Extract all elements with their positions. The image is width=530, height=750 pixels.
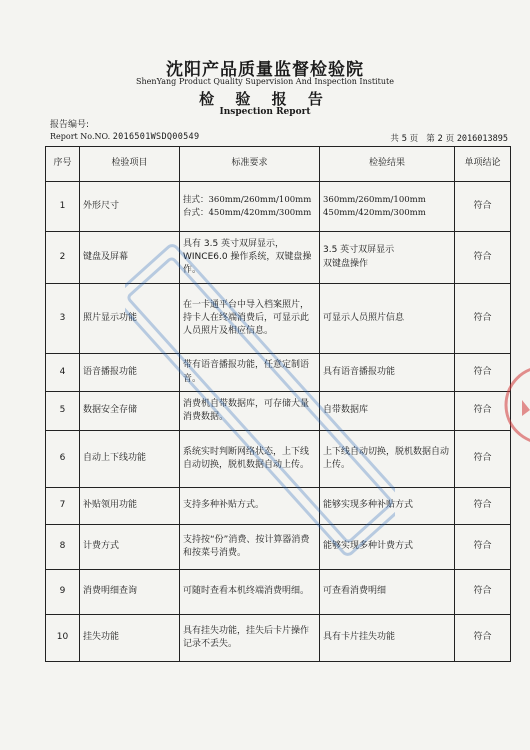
header-result: 检验结果 [320, 147, 455, 182]
report-number-prefix: Report No.NO. [50, 132, 111, 141]
table-row [46, 232, 511, 284]
side-seal-stamp [504, 360, 530, 450]
page-current: 第 2 页 [426, 134, 455, 144]
row-result: 可显示人员照片信息 [320, 284, 455, 354]
row-result: 3.5 英寸双屏显示 双键盘操作 [320, 232, 455, 284]
report-number [50, 132, 199, 142]
table-header-row [46, 147, 511, 182]
row-verdict: 符合 [455, 525, 511, 570]
row-no: 2 [46, 232, 80, 284]
row-verdict: 符合 [455, 488, 511, 525]
table-row [46, 570, 511, 615]
row-requirement: 消费机自带数据库，可存储大量消费数据。 [180, 392, 320, 431]
row-requirement: 带有语音播报功能，任意定制语音。 [180, 354, 320, 392]
table-row [46, 615, 511, 662]
row-result: 能够实现多种计费方式 [320, 525, 455, 570]
row-no: 7 [46, 488, 80, 525]
report-title-cn: 检 验 报 告 [199, 90, 331, 108]
row-result: 上下线自动切换，脱机数据自动上传。 [320, 431, 455, 488]
row-item: 外形尺寸 [80, 182, 180, 232]
row-item: 自动上下线功能 [80, 431, 180, 488]
table-row [46, 182, 511, 232]
row-item: 语音播报功能 [80, 354, 180, 392]
row-requirement: 支持多种补贴方式。 [180, 488, 320, 525]
row-no: 3 [46, 284, 80, 354]
row-verdict: 符合 [455, 392, 511, 431]
header-no: 序号 [46, 147, 80, 182]
row-item: 照片显示功能 [80, 284, 180, 354]
table-row [46, 392, 511, 431]
row-requirement: 支持按“份”消费、按计算器消费和按菜号消费。 [180, 525, 320, 570]
row-requirement: 具有 3.5 英寸双屏显示，WINCE6.0 操作系统，双键盘操作。 [180, 232, 320, 284]
row-result: 可查看消费明细 [320, 570, 455, 615]
row-verdict: 符合 [455, 354, 511, 392]
report-number-label: 报告编号: [50, 120, 90, 130]
row-result: 能够实现多种补贴方式 [320, 488, 455, 525]
table-row [46, 431, 511, 488]
row-requirement: 具有挂失功能，挂失后卡片操作记录不丢失。 [180, 615, 320, 662]
row-verdict: 符合 [455, 232, 511, 284]
row-item: 挂失功能 [80, 615, 180, 662]
row-no: 5 [46, 392, 80, 431]
row-no: 1 [46, 182, 80, 232]
row-verdict: 符合 [455, 431, 511, 488]
row-verdict: 符合 [455, 182, 511, 232]
row-requirement: 系统实时判断网络状态，上下线自动切换，脱机数据自动上传。 [180, 431, 320, 488]
page-code: 2016013895 [456, 134, 508, 144]
row-no: 8 [46, 525, 80, 570]
institute-name-en: ShenYang Product Quality Supervision And Inspection Institute [136, 77, 394, 86]
row-result: 具有语音播报功能 [320, 354, 455, 392]
table-row [46, 284, 511, 354]
inspection-table [45, 146, 511, 662]
row-requirement: 在一卡通平台中导入档案照片，持卡人在终端消费后，可显示此人员照片及相应信息。 [180, 284, 320, 354]
row-no: 4 [46, 354, 80, 392]
table-row [46, 525, 511, 570]
page-total: 共 5 页 [390, 134, 419, 144]
header-verdict: 单项结论 [455, 147, 511, 182]
row-item: 数据安全存储 [80, 392, 180, 431]
row-item: 计费方式 [80, 525, 180, 570]
row-result: 自带数据库 [320, 392, 455, 431]
row-item: 补贴领用功能 [80, 488, 180, 525]
row-result: 360mm/260mm/100mm 450mm/420mm/300mm [320, 182, 455, 232]
row-verdict: 符合 [455, 615, 511, 662]
row-item: 消费明细查询 [80, 570, 180, 615]
report-number-value: 2016501WSDQ00549 [112, 132, 200, 142]
table-row [46, 354, 511, 392]
row-no: 10 [46, 615, 80, 662]
report-title-en: Inspection Report [219, 107, 311, 117]
row-no: 9 [46, 570, 80, 615]
page-info [390, 132, 508, 144]
institute-name-cn: 沈阳产品质量监督检验院 [166, 60, 364, 80]
row-item: 键盘及屏幕 [80, 232, 180, 284]
row-no: 6 [46, 431, 80, 488]
row-result: 具有卡片挂失功能 [320, 615, 455, 662]
row-requirement: 可随时查看本机终端消费明细。 [180, 570, 320, 615]
header-requirement: 标准要求 [180, 147, 320, 182]
header-item: 检验项目 [80, 147, 180, 182]
table-row [46, 488, 511, 525]
row-verdict: 符合 [455, 284, 511, 354]
row-verdict: 符合 [455, 570, 511, 615]
row-requirement: 挂式：360mm/260mm/100mm 台式：450mm/420mm/300mm [180, 182, 320, 232]
